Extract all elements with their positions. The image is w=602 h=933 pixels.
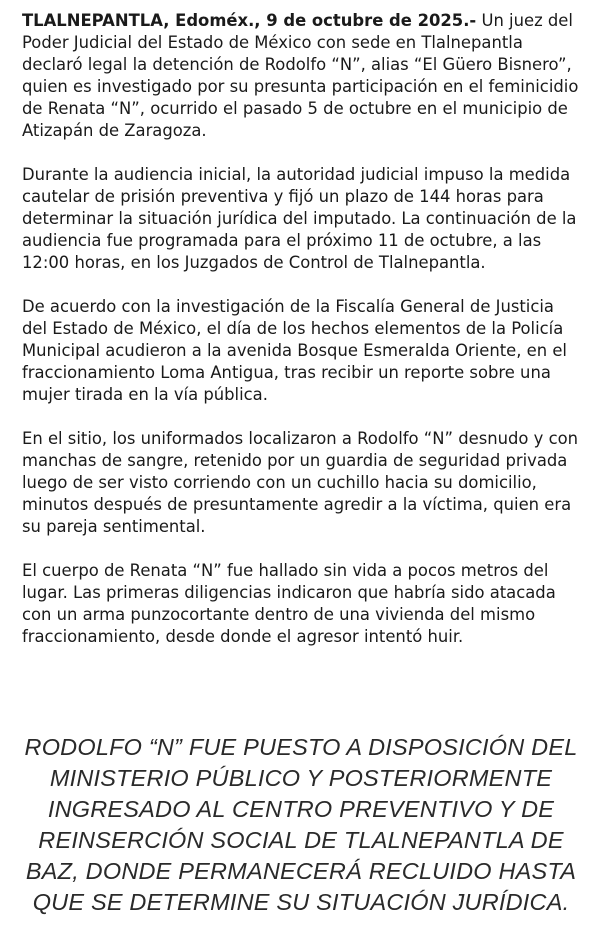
lead-text: Un juez del Poder Judicial del Estado de México con sede en Tlalnepantla declaró legal la detención de Rodolfo “N”, alias “El Güero Bisnero”, quien es investigado por su presunta participación en el feminicidio de Renata “N”, ocurrido el pasado 5 de octubre en el municipio de Atizapán de Zaragoza. (22, 11, 579, 140)
lead-paragraph (22, 10, 584, 142)
paragraph-arrest: En el sitio, los uniformados localizaron a Rodolfo “N” desnudo y con manchas de sangre, retenido por un guardia de seguridad privada luego de ser visto corriendo con un cuchillo hacia su domicilio, minutos después de presuntamente agredir a la víctima, quien era su pareja sentimental. (22, 429, 578, 536)
dateline: TLALNEPANTLA, Edoméx., 9 de octubre de 2025.- (22, 11, 477, 30)
pull-quote: RODOLFO “N” FUE PUESTO A DISPOSICIÓN DEL MINISTERIO PÚBLICO Y POSTERIORMENTE INGRESADO AL CENTRO PREVENTIVO Y DE REINSERCIÓN SOCIAL DE TLALNEPANTLA DE BAZ, DONDE PERMANECERÁ RECLUIDO HASTA QUE SE DETERMINE SU SITUACIÓN JURÍDICA. (24, 734, 578, 915)
paragraph-investigation: De acuerdo con la investigación de la Fiscalía General de Justicia del Estado de México, el día de los hechos elementos de la Policía Municipal acudieron a la avenida Bosque Esmeralda Oriente, en el fraccionamiento Loma Antigua, tras recibir un reporte sobre una mujer tirada en la vía pública. (22, 297, 567, 404)
article-body (22, 10, 584, 670)
paragraph-hearing: Durante la audiencia inicial, la autoridad judicial impuso la medida cautelar de prisión preventiva y fijó un plazo de 144 horas para determinar la situación jurídica del imputado. La continuación de la audiencia fue programada para el próximo 11 de octubre, a las 12:00 horas, en los Juzgados de Control de Tlalnepantla. (22, 165, 577, 272)
paragraph-victim: El cuerpo de Renata “N” fue hallado sin vida a pocos metros del lugar. Las primeras diligencias indicaron que habría sido atacada con un arma punzocortante dentro de una vivienda del mismo fraccionamiento, desde donde el agresor intentó huir. (22, 561, 556, 646)
